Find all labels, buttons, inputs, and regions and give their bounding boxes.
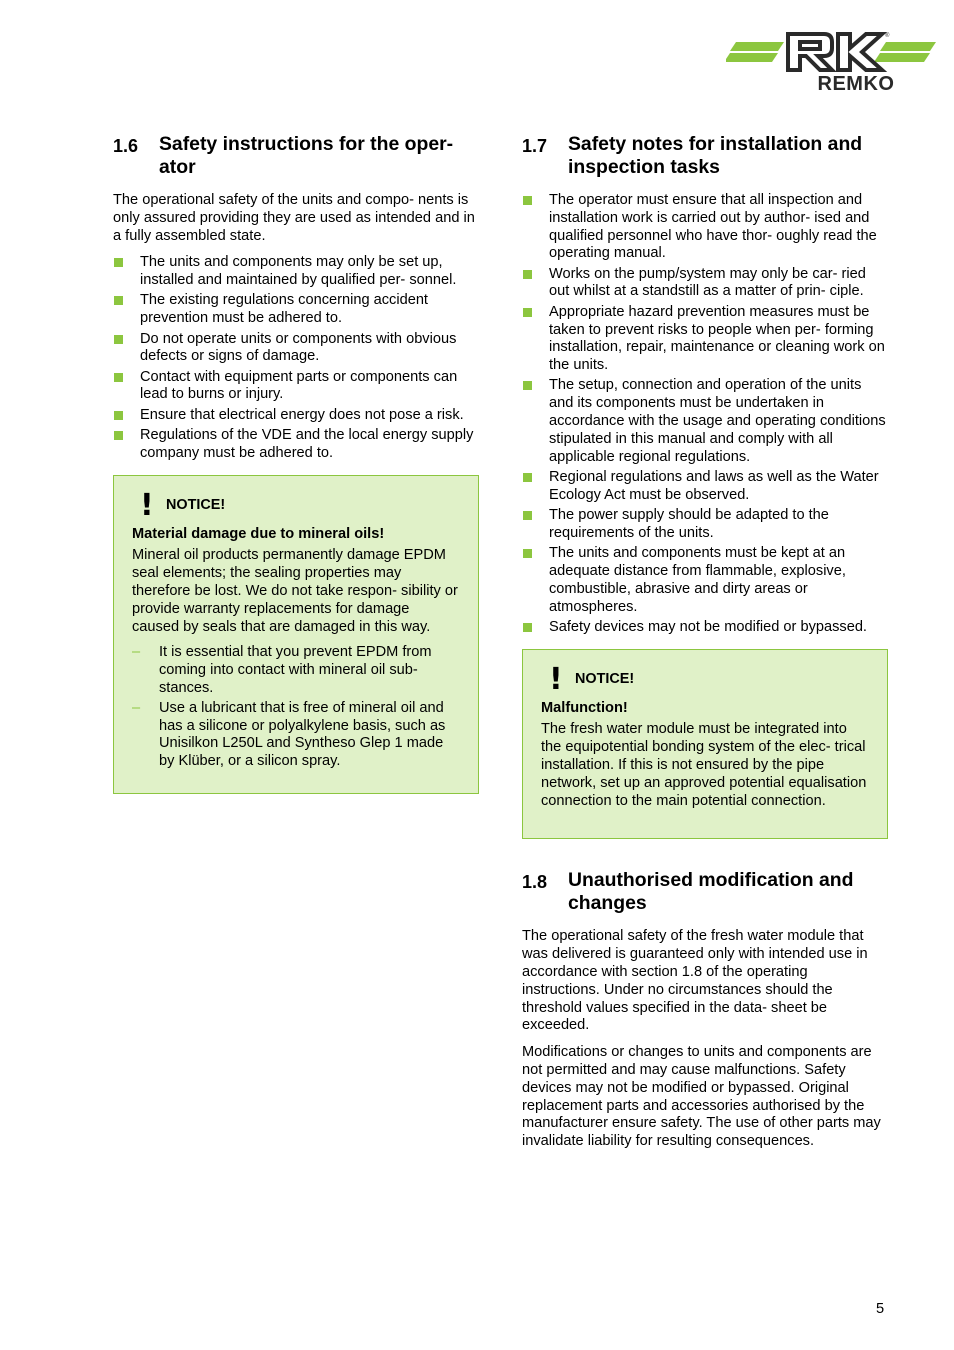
list-item	[113, 254, 479, 290]
list-item	[113, 427, 479, 463]
notice-body: The fresh water module must be integrated into the equipotential bonding system of the elec- trical installation. If this is not ensured by the pipe network, set up an approved potential equalisation connection to the main potential connection.	[541, 721, 867, 809]
list-item-text: Do not operate units or components with obvious defects or signs of damage.	[140, 330, 457, 365]
list-item-text: The power supply should be adapted to the requirements of the units.	[549, 507, 829, 541]
bullet-square-icon	[523, 196, 532, 205]
list-item-text: The units and components must be kept at an adequate distance from flammable, explosive, combustible, abrasive and dirty areas or atmospheres.	[549, 545, 846, 615]
bullet-square-icon	[114, 411, 123, 420]
list-item-text: Safety devices may not be modified or bypassed.	[549, 618, 867, 635]
section-title: Unauthorised modification and changes	[568, 869, 854, 915]
list-item	[113, 407, 479, 425]
section-title: Safety notes for installation and inspection tasks	[568, 133, 863, 178]
page-number: 5	[876, 1301, 885, 1317]
bullet-square-icon	[114, 335, 123, 344]
section-heading-1-6	[113, 133, 479, 179]
notice-header	[132, 487, 460, 523]
list-item-text: Contact with equipment parts or components can lead to burns or injury.	[140, 368, 458, 403]
registered-mark: ®	[885, 33, 890, 39]
bullet-square-icon	[523, 549, 532, 558]
list-item-text: The units and components may only be set up, installed and maintained by qualified per- sonnel.	[140, 254, 457, 289]
remko-logo-graphic	[726, 30, 938, 94]
bullet-square-icon	[523, 623, 532, 632]
list-item	[522, 266, 888, 302]
list-item	[113, 331, 479, 367]
notice-label: NOTICE!	[166, 496, 226, 513]
exclamation-icon: !	[549, 661, 563, 697]
bullet-square-icon	[523, 473, 532, 482]
notice-header	[541, 661, 869, 697]
paragraph: The operational safety of the fresh water module that was delivered is guaranteed only with intended use in accordance with section 1.8 of the operating instructions. Under no circumstances should the threshold values specified in the data- sheet be exceeded.	[522, 928, 868, 1034]
list-item	[132, 700, 460, 771]
list-item-text: The setup, connection and operation of the units and its components must be undertaken in accordance with the usage and operating conditions stipulated in this manual and comply with all applicable regional regulations.	[549, 377, 886, 465]
section-heading-1-7	[522, 133, 888, 179]
list-item	[522, 469, 888, 505]
list-item	[522, 304, 888, 375]
section-number: 1.8	[522, 872, 548, 893]
list-item	[522, 619, 888, 637]
list-item	[113, 292, 479, 328]
notice-label: NOTICE!	[575, 670, 635, 687]
list-item	[522, 377, 888, 466]
section-title: Safety instructions for the oper- ator	[159, 133, 454, 178]
list-item-text: Works on the pump/system may only be car- ried out whilst at a standstill as a matter of prin- ciple.	[549, 265, 866, 300]
right-column	[522, 133, 888, 1160]
bullet-square-icon	[114, 431, 123, 440]
section-number: 1.7	[522, 136, 548, 156]
list-item-text: The existing regulations concerning accident prevention must be adhered to.	[140, 292, 428, 327]
notice-body: Mineral oil products permanently damage EPDM seal elements; the sealing properties may therefore be lost. We do not take respon- sibility or provide warranty replacements for damage caused by seals that are damaged in this way.	[132, 547, 458, 635]
logo-text: REMKO	[817, 73, 895, 94]
bullet-square-icon	[523, 308, 532, 317]
list-item-text: Ensure that electrical energy does not pose a risk.	[140, 406, 464, 423]
left-column	[113, 133, 479, 794]
list-item-text: The operator must ensure that all inspection and installation work is carried out by author- ised and qualified personnel who have thor- oughly read the operating manual.	[549, 192, 877, 262]
bullet-square-icon	[523, 511, 532, 520]
section-number: 1.6	[113, 136, 139, 156]
list-item	[522, 192, 888, 263]
list-item-text: Regional regulations and laws as well as the Water Ecology Act must be observed.	[549, 468, 879, 503]
remko-logo	[726, 30, 938, 94]
list-item	[132, 644, 460, 697]
list-item-text: Appropriate hazard prevention measures must be taken to prevent risks to people when per- forming installation, repair, maintenance or cleaning work on the units.	[549, 303, 885, 374]
notice-subtitle: Material damage due to mineral oils!	[132, 525, 385, 542]
bullet-square-icon	[523, 270, 532, 279]
list-item-text: Regulations of the VDE and the local energy supply company must be adhered to.	[140, 427, 474, 461]
list-item	[522, 507, 888, 543]
notice-box-mineral-oils	[113, 475, 479, 794]
bullet-square-icon	[523, 381, 532, 390]
list-item-text: It is essential that you prevent EPDM from coming into contact with mineral oil sub- stances.	[159, 644, 432, 697]
bullet-square-icon	[114, 296, 123, 305]
notice-box-malfunction	[522, 649, 888, 840]
safety-bullet-list	[113, 254, 479, 462]
notice-subtitle: Malfunction!	[541, 699, 628, 716]
paragraph: Modifications or changes to units and components are not permitted and may cause malfunctions. Safety devices may not be modified or bypassed. Original replacement parts and accessories authorised by the manufacturer ensure safety. The use of other parts may invalidate liability for resulting consequences.	[522, 1044, 881, 1150]
section-intro: The operational safety of the units and compo- nents is only assured providing they are used as intended and in a fully assembled state.	[113, 192, 475, 244]
bullet-square-icon	[114, 373, 123, 382]
exclamation-icon: !	[140, 487, 154, 523]
list-item	[522, 545, 888, 616]
bullet-square-icon	[114, 258, 123, 267]
notice-dash-list	[132, 644, 460, 771]
list-item	[113, 369, 479, 405]
dash-marker-icon: –	[132, 644, 141, 661]
dash-marker-icon: –	[132, 699, 141, 716]
installation-bullet-list	[522, 192, 888, 637]
list-item-text: Use a lubricant that is free of mineral oil and has a silicone or polyalkylene basis, such as Unisilkon L250L and Syntheso Glep 1 made by Klüber, or a silicon spray.	[159, 699, 446, 770]
section-heading-1-8	[522, 869, 888, 915]
